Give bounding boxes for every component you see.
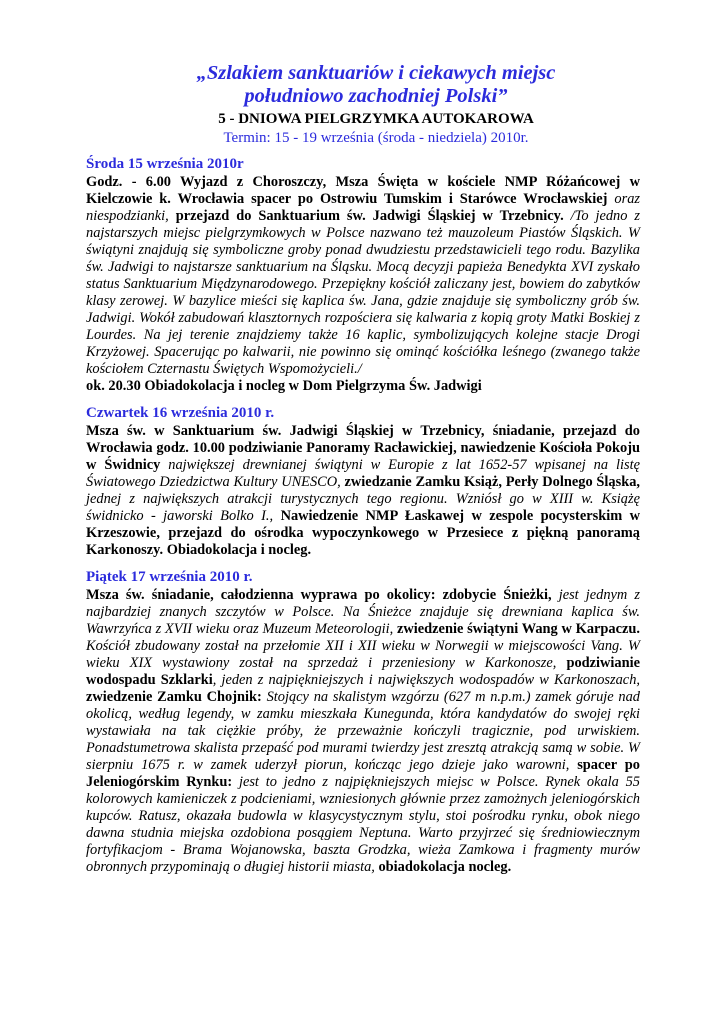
day-1-text-2: oraz niespodzianki, — [86, 191, 640, 224]
day-1-text-4: /To jedno z najstarszych miejsc pielgrzymkowych w Polsce nazwano też mauzoleum Piastów Śląskich. W świątyni znajdują się symboliczne groby ponad dwudziestu przedstawicieli tego rodu. Bazylika św. Jadwigi to najstarsze sanktuarium na Śląsku. Mocą decyzji papieża Benedykta XVI zyskało status Sanktuarium Międzynarodowego. Przepiękny kościół zaliczany jest, bowiem do zabytków klasy zerowej. W bazylice mieści się kaplica św. Jana, gdzie znajduje się symboliczny grób św. Jadwigi. Wokół zabudowań klasztornych rozpościera się kalwaria z kopią groty Matki Boskiej z Lourdes. Na jej terenie znajdziemy także 16 kaplic, symbolizujących kolejne stacje Drogi Krzyżowej. Spacerując po kalwarii, nie powinno się ominąć kościółka leśnego (zwanego także kościołem Czternastu Świętych Wspomożycieli./ — [86, 208, 641, 377]
day-1-text-1: Godz. - 6.00 Wyjazd z Choroszczy, Msza Święta w kościele NMP Różańcowej w Kielczowie k. Wrocławia spacer po Ostrowiu Tumskim i Starówce Wrocławskiej — [86, 174, 640, 207]
subtitle: 5 - DNIOWA PIELGRZYMKA AUTOKAROWA — [218, 111, 534, 127]
day-1-evening: ok. 20.30 Obiadokolacja i nocleg w Dom Pielgrzyma Św. Jadwigi — [86, 378, 482, 394]
day-3-text-5: podziwianie wodospadu Szklarki — [86, 655, 640, 688]
day-3-text-2: jest jednym z najbardziej znanych szczytów w Polsce. Na Śnieżce znajduje się drewniana kaplica św. Wawrzyńca z XVII wieku oraz Muzeum Meteorologii, — [86, 587, 640, 637]
title-line-2: południowo zachodniej Polski” — [244, 85, 508, 107]
day-heading-1: Środa 15 września 2010r — [86, 156, 244, 172]
day-2-text-1: Msza św. w Sanktuarium św. Jadwigi Śląskiej w Trzebnicy, śniadanie, przejazd do Wrocławia godz. 10.00 podziwianie Panoramy Racławickiej, nawiedzenie Kościoła Pokoju w Świdnicy — [86, 423, 640, 473]
title-line-1: „Szlakiem sanktuariów i ciekawych miejsc — [196, 62, 556, 84]
itinerary — [86, 155, 640, 876]
day-3-text-11: obiadokolacja nocleg. — [378, 859, 512, 875]
day-3-text-1: Msza św. śniadanie, całodzienna wyprawa po okolicy: zdobycie Śnieżki, — [86, 587, 552, 603]
term-dates: Termin: 15 - 19 września (środa - niedziela) 2010r. — [223, 130, 529, 146]
day-2-text-4: jednej z największych atrakcji turystycznych tego regionu. Wzniósł go w XIII w. Książę świdnicko - jaworski Bolko I., — [86, 491, 640, 524]
day-2-text-3: zwiedzanie Zamku Książ, Perły Dolnego Śląska, — [344, 474, 640, 490]
day-heading-3: Piątek 17 września 2010 r. — [86, 569, 253, 585]
day-2-text-2: największej drewnianej świątyni w Europie z lat 1652-57 wpisanej na listę Światowego Dziedzictwa Kultury UNESCO, — [86, 457, 640, 490]
day-1-text-3: przejazd do Sanktuarium św. Jadwigi Śląskiej w Trzebnicy. — [175, 208, 564, 224]
day-heading-2: Czwartek 16 września 2010 r. — [86, 405, 275, 421]
day-2-text-5: Nawiedzenie NMP Łaskawej w zespole pocysterskim w Krzeszowie, przejazd do ośrodka wypoczynkowego w Przesiece z piękną panoramą Karkonoszy. Obiadokolacja i nocleg. — [86, 508, 640, 558]
day-3-text-7: zwiedzenie Zamku Chojnik: — [86, 689, 262, 705]
day-3-text-8: Stojący na skalistym wzgórzu (627 m n.p.m.) zamek góruje nad okolicą, według legendy, w zamku mieszkała Kunegunda, która kandydatów do swojej ręki wystawiała na tak ciężkie próby, że przeważnie kończyli tragicznie, pod urwiskiem. Ponadstumetrowa skalista przepaść pod murami twierdzy jest zresztą atrakcją samą w sobie. W sierpniu 1675 r. w zamek uderzył piorun, kończąc jego dzieje jako warowni, — [86, 689, 640, 773]
document-header — [0, 62, 724, 148]
day-1-description — [86, 174, 640, 378]
day-3-description — [86, 587, 640, 876]
day-3-text-4: Kościół zbudowany został na przełomie XII i XII wieku w Norwegii w miejscowości Vang. W wieku XIX wystawiony został na sprzedaż i przeniesiony w Karkonosze, — [86, 638, 640, 671]
day-3-text-10: jest to jedno z najpiękniejszych miejsc w Polsce. Rynek okala 55 kolorowych kamieniczek z podcieniami, wzniesionych głównie przez zamożnych jeleniogórskich kupców. Ratusz, okazała budowla w klasycystycznym stylu, stoi pośrodku rynku, obok niego dawna studnia miejska ozdobiona posągiem Neptuna. Warto przyjrzeć się średniowiecznym fortyfikacjom - Brama Wojanowska, baszta Grodzka, wieża Zamkowa i fragmenty murów obronnych przypominają o długiej historii miasta, — [86, 774, 641, 875]
day-3-text-9: spacer po Jeleniogórskim Rynku: — [86, 757, 640, 790]
day-2-description — [86, 423, 640, 559]
day-3-text-6: , jeden z najpiękniejszych i największych wodospadów w Karkonoszach, — [212, 672, 640, 688]
day-3-text-3: zwiedzenie świątyni Wang w Karpaczu. — [397, 621, 641, 637]
